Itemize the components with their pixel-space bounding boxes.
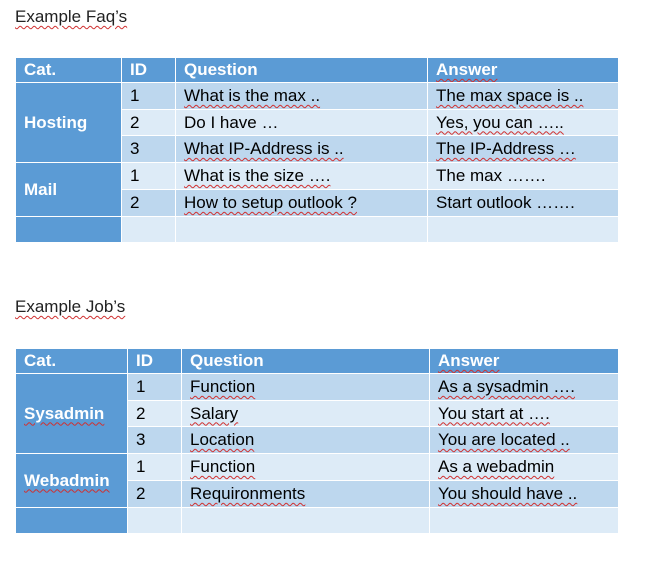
table-row (16, 454, 619, 481)
id-cell: 1 (128, 374, 182, 401)
answer-cell: You should have .. (430, 481, 619, 508)
question-cell-empty (176, 217, 428, 243)
answer-cell: The max space is .. (428, 83, 619, 110)
header-cat: Cat. (16, 58, 122, 83)
faq-table (15, 57, 619, 243)
answer-cell: Start outlook ……. (428, 190, 619, 217)
question-cell: What is the max .. (176, 83, 428, 110)
table-row (16, 163, 619, 190)
header-id: ID (128, 349, 182, 374)
jobs-table (15, 348, 619, 534)
answer-cell: The IP-Address … (428, 136, 619, 163)
header-answer: Answer (428, 58, 619, 83)
faq-heading: Example Faq’s (15, 7, 128, 26)
table-row (16, 83, 619, 110)
header-id: ID (122, 58, 176, 83)
header-question: Question (182, 349, 430, 374)
question-cell: Function (182, 374, 430, 401)
jobs-heading: Example Job’s (15, 297, 126, 316)
answer-cell: As a webadmin (430, 454, 619, 481)
category-cell: Sysadmin (16, 374, 128, 454)
id-cell: 3 (128, 427, 182, 454)
question-cell: Do I have … (176, 110, 428, 136)
answer-cell: You are located .. (430, 427, 619, 454)
question-cell: What IP-Address is .. (176, 136, 428, 163)
question-cell: How to setup outlook ? (176, 190, 428, 217)
answer-cell: As a sysadmin …. (430, 374, 619, 401)
header-question: Question (176, 58, 428, 83)
category-cell: Hosting (16, 83, 122, 163)
answer-cell-empty (430, 508, 619, 534)
id-cell-empty (128, 508, 182, 534)
id-cell: 2 (122, 190, 176, 217)
category-cell: Webadmin (16, 454, 128, 508)
id-cell: 1 (122, 83, 176, 110)
faq-header-row (16, 58, 619, 83)
jobs-header-row (16, 349, 619, 374)
category-cell: Mail (16, 163, 122, 217)
id-cell: 3 (122, 136, 176, 163)
table-row-empty (16, 217, 619, 243)
question-cell-empty (182, 508, 430, 534)
id-cell: 1 (128, 454, 182, 481)
answer-cell-empty (428, 217, 619, 243)
id-cell: 2 (128, 401, 182, 427)
id-cell: 2 (122, 110, 176, 136)
id-cell: 1 (122, 163, 176, 190)
question-cell: Function (182, 454, 430, 481)
question-cell: What is the size …. (176, 163, 428, 190)
question-cell: Location (182, 427, 430, 454)
answer-cell: Yes, you can ….. (428, 110, 619, 136)
header-answer: Answer (430, 349, 619, 374)
header-cat: Cat. (16, 349, 128, 374)
question-cell: Requironments (182, 481, 430, 508)
table-row (16, 374, 619, 401)
id-cell-empty (122, 217, 176, 243)
id-cell: 2 (128, 481, 182, 508)
question-cell: Salary (182, 401, 430, 427)
table-row-empty (16, 508, 619, 534)
category-cell-empty (16, 508, 128, 534)
answer-cell: You start at …. (430, 401, 619, 427)
answer-cell: The max ……. (428, 163, 619, 190)
category-cell-empty (16, 217, 122, 243)
